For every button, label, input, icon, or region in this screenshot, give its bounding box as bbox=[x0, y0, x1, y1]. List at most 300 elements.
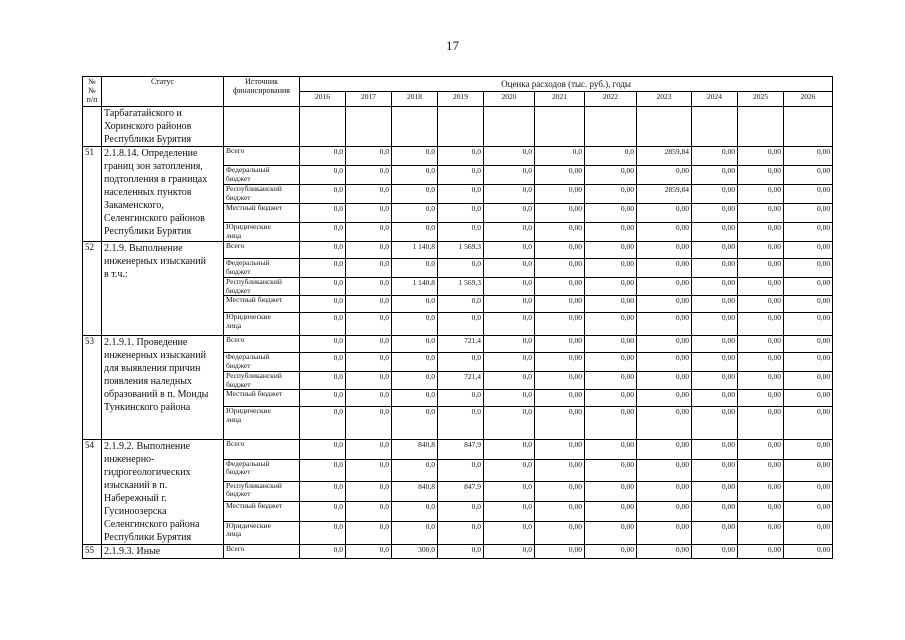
value-cell: 0,0 bbox=[300, 502, 346, 522]
value-cell: 0,0 bbox=[484, 372, 535, 390]
row-number: 52 bbox=[83, 242, 102, 336]
value-cell: 0,00 bbox=[585, 353, 637, 372]
value-cell: 0,00 bbox=[535, 407, 585, 440]
empty-cell bbox=[484, 107, 535, 147]
value-cell: 0,0 bbox=[484, 278, 535, 296]
value-cell: 0,0 bbox=[346, 185, 392, 204]
value-cell: 0,0 bbox=[346, 407, 392, 440]
source-cell: Федеральный бюджет bbox=[224, 353, 300, 372]
source-cell: Местный бюджет bbox=[224, 390, 300, 407]
value-cell: 0,00 bbox=[784, 336, 833, 353]
value-cell: 0,00 bbox=[585, 296, 637, 313]
value-cell: 0,0 bbox=[438, 296, 484, 313]
value-cell: 0,0 bbox=[438, 147, 484, 166]
header-row-top bbox=[83, 77, 833, 92]
row-number: 53 bbox=[83, 336, 102, 440]
row-number: 51 bbox=[83, 147, 102, 242]
value-cell: 0,00 bbox=[637, 521, 692, 544]
value-cell: 0,00 bbox=[535, 204, 585, 223]
value-cell: 0,0 bbox=[346, 223, 392, 242]
empty-cell bbox=[692, 107, 738, 147]
value-cell: 300,0 bbox=[392, 545, 438, 559]
source-cell: Всего bbox=[224, 242, 300, 259]
header-year-2023: 2023 bbox=[637, 92, 692, 107]
header-year-2020: 2020 bbox=[484, 92, 535, 107]
source-cell: Местный бюджет bbox=[224, 296, 300, 313]
value-cell: 0,0 bbox=[438, 166, 484, 185]
value-cell: 0,00 bbox=[738, 278, 784, 296]
value-cell: 0,00 bbox=[637, 545, 692, 559]
value-cell: 0,00 bbox=[535, 481, 585, 502]
value-cell: 0,00 bbox=[637, 278, 692, 296]
value-cell: 0,00 bbox=[784, 185, 833, 204]
value-cell: 0,0 bbox=[346, 166, 392, 185]
empty-cell bbox=[585, 107, 637, 147]
value-cell: 0,0 bbox=[484, 521, 535, 544]
value-cell: 0,00 bbox=[585, 521, 637, 544]
value-cell: 1 140,8 bbox=[392, 242, 438, 259]
value-cell: 0,00 bbox=[692, 353, 738, 372]
value-cell: 721,4 bbox=[438, 372, 484, 390]
value-cell: 0,0 bbox=[300, 353, 346, 372]
value-cell: 0,00 bbox=[692, 390, 738, 407]
value-cell: 0,00 bbox=[585, 336, 637, 353]
value-cell: 0,00 bbox=[692, 545, 738, 559]
value-cell: 0,00 bbox=[692, 521, 738, 544]
value-cell: 0,00 bbox=[637, 166, 692, 185]
value-cell: 0,0 bbox=[484, 481, 535, 502]
value-cell: 0,0 bbox=[438, 390, 484, 407]
status-cell: 2.1.9. Выполнение инженерных изысканий в т.ч.: bbox=[102, 242, 224, 336]
value-cell: 0,00 bbox=[784, 353, 833, 372]
value-cell: 0,0 bbox=[438, 502, 484, 522]
value-cell: 0,0 bbox=[300, 521, 346, 544]
header-year-2016: 2016 bbox=[300, 92, 346, 107]
value-cell: 0,0 bbox=[438, 459, 484, 481]
value-cell: 0,00 bbox=[637, 502, 692, 522]
source-cell: Республиканский бюджет bbox=[224, 185, 300, 204]
value-cell: 0,0 bbox=[438, 204, 484, 223]
value-cell: 0,0 bbox=[300, 185, 346, 204]
value-cell: 0,0 bbox=[438, 185, 484, 204]
value-cell: 0,00 bbox=[784, 481, 833, 502]
value-cell: 0,0 bbox=[392, 147, 438, 166]
value-cell: 0,00 bbox=[585, 166, 637, 185]
value-cell: 0,0 bbox=[438, 545, 484, 559]
value-cell: 0,0 bbox=[484, 185, 535, 204]
value-cell: 0,0 bbox=[484, 440, 535, 460]
value-cell: 0,0 bbox=[346, 259, 392, 278]
value-cell: 0,00 bbox=[738, 166, 784, 185]
value-cell: 0,00 bbox=[738, 545, 784, 559]
value-cell: 0,0 bbox=[392, 521, 438, 544]
value-cell: 0,0 bbox=[300, 407, 346, 440]
value-cell: 0,00 bbox=[535, 336, 585, 353]
value-cell: 0,0 bbox=[392, 313, 438, 336]
value-cell: 0,00 bbox=[585, 204, 637, 223]
source-cell: Юридические лица bbox=[224, 223, 300, 242]
value-cell: 0,0 bbox=[346, 390, 392, 407]
value-cell: 0,0 bbox=[300, 259, 346, 278]
value-cell: 0,00 bbox=[784, 278, 833, 296]
value-cell: 0,00 bbox=[535, 521, 585, 544]
header-estimate: Оценка расходов (тыс. руб.), годы bbox=[300, 77, 833, 92]
source-cell: Юридические лица bbox=[224, 521, 300, 544]
value-cell: 0,0 bbox=[392, 407, 438, 440]
empty-cell bbox=[637, 107, 692, 147]
source-cell: Местный бюджет bbox=[224, 502, 300, 522]
value-cell: 0,00 bbox=[637, 481, 692, 502]
source-cell: Всего bbox=[224, 336, 300, 353]
value-cell: 0,0 bbox=[484, 296, 535, 313]
source-cell: Юридические лица bbox=[224, 313, 300, 336]
value-cell: 0,00 bbox=[784, 223, 833, 242]
value-cell: 0,00 bbox=[585, 545, 637, 559]
value-cell: 0,00 bbox=[585, 440, 637, 460]
table-row bbox=[83, 545, 833, 559]
value-cell: 0,00 bbox=[585, 223, 637, 242]
value-cell: 0,0 bbox=[438, 313, 484, 336]
value-cell: 0,0 bbox=[346, 372, 392, 390]
value-cell: 0,00 bbox=[692, 185, 738, 204]
value-cell: 0,00 bbox=[637, 390, 692, 407]
value-cell: 0,00 bbox=[738, 372, 784, 390]
value-cell: 0,00 bbox=[738, 223, 784, 242]
value-cell: 0,00 bbox=[535, 390, 585, 407]
continuation-status: Тарбагатайского и Хоринского районов Республики Бурятия bbox=[102, 107, 224, 147]
value-cell: 0,00 bbox=[637, 204, 692, 223]
value-cell: 0,00 bbox=[738, 390, 784, 407]
value-cell: 0,00 bbox=[535, 259, 585, 278]
value-cell: 0,0 bbox=[484, 223, 535, 242]
value-cell: 0,00 bbox=[692, 147, 738, 166]
value-cell: 0,0 bbox=[300, 545, 346, 559]
value-cell: 0,00 bbox=[738, 521, 784, 544]
value-cell: 721,4 bbox=[438, 336, 484, 353]
value-cell: 0,00 bbox=[585, 390, 637, 407]
value-cell: 0,00 bbox=[535, 223, 585, 242]
value-cell: 0,00 bbox=[738, 185, 784, 204]
value-cell: 0,00 bbox=[784, 313, 833, 336]
value-cell: 0,0 bbox=[438, 353, 484, 372]
value-cell: 0,00 bbox=[738, 440, 784, 460]
value-cell: 0,00 bbox=[738, 481, 784, 502]
header-year-2026: 2026 bbox=[784, 92, 833, 107]
value-cell: 0,0 bbox=[484, 242, 535, 259]
value-cell: 0,0 bbox=[392, 204, 438, 223]
value-cell: 0,00 bbox=[784, 204, 833, 223]
value-cell: 0,0 bbox=[346, 278, 392, 296]
value-cell: 0,00 bbox=[535, 296, 585, 313]
empty-cell bbox=[535, 107, 585, 147]
empty-cell bbox=[300, 107, 346, 147]
source-cell: Местный бюджет bbox=[224, 204, 300, 223]
table-body bbox=[83, 77, 833, 559]
value-cell: 0,0 bbox=[585, 147, 637, 166]
value-cell: 0,00 bbox=[637, 259, 692, 278]
value-cell: 0,0 bbox=[392, 390, 438, 407]
value-cell: 1 569,3 bbox=[438, 278, 484, 296]
empty-cell bbox=[738, 107, 784, 147]
header-year-2021: 2021 bbox=[535, 92, 585, 107]
value-cell: 0,00 bbox=[637, 242, 692, 259]
continuation-row bbox=[83, 107, 833, 147]
table-row bbox=[83, 147, 833, 166]
header-year-2024: 2024 bbox=[692, 92, 738, 107]
value-cell: 0,00 bbox=[535, 242, 585, 259]
value-cell: 0,0 bbox=[484, 407, 535, 440]
row-number: 55 bbox=[83, 545, 102, 559]
value-cell: 0,0 bbox=[438, 259, 484, 278]
source-cell: Республиканский бюджет bbox=[224, 481, 300, 502]
value-cell: 0,0 bbox=[346, 313, 392, 336]
value-cell: 0,00 bbox=[784, 296, 833, 313]
value-cell: 0,0 bbox=[438, 223, 484, 242]
value-cell: 0,00 bbox=[784, 440, 833, 460]
empty-cell bbox=[784, 107, 833, 147]
value-cell: 0,00 bbox=[637, 313, 692, 336]
value-cell: 0,0 bbox=[300, 296, 346, 313]
value-cell: 0,00 bbox=[535, 166, 585, 185]
source-cell: Республиканский бюджет bbox=[224, 372, 300, 390]
value-cell: 0,0 bbox=[484, 204, 535, 223]
continuation-source bbox=[224, 107, 300, 147]
value-cell: 0,00 bbox=[738, 313, 784, 336]
value-cell: 0,00 bbox=[585, 502, 637, 522]
value-cell: 0,00 bbox=[637, 353, 692, 372]
value-cell: 0,0 bbox=[484, 259, 535, 278]
value-cell: 2859,84 bbox=[637, 147, 692, 166]
value-cell: 0,0 bbox=[300, 166, 346, 185]
value-cell: 0,0 bbox=[346, 440, 392, 460]
value-cell: 847,9 bbox=[438, 481, 484, 502]
value-cell: 0,00 bbox=[692, 278, 738, 296]
value-cell: 0,0 bbox=[300, 390, 346, 407]
value-cell: 847,9 bbox=[438, 440, 484, 460]
value-cell: 0,00 bbox=[784, 166, 833, 185]
value-cell: 0,0 bbox=[346, 242, 392, 259]
value-cell: 0,00 bbox=[585, 242, 637, 259]
value-cell: 0,0 bbox=[300, 313, 346, 336]
source-cell: Федеральный бюджет bbox=[224, 459, 300, 481]
value-cell: 0,00 bbox=[535, 353, 585, 372]
value-cell: 0,0 bbox=[392, 185, 438, 204]
value-cell: 0,0 bbox=[346, 545, 392, 559]
value-cell: 0,00 bbox=[784, 459, 833, 481]
header-year-2017: 2017 bbox=[346, 92, 392, 107]
source-cell: Юридические лица bbox=[224, 407, 300, 440]
value-cell: 0,00 bbox=[535, 502, 585, 522]
value-cell: 0,0 bbox=[392, 353, 438, 372]
page-number: 17 bbox=[446, 38, 459, 53]
value-cell: 0,00 bbox=[692, 336, 738, 353]
table-row bbox=[83, 336, 833, 353]
value-cell: 0,0 bbox=[392, 459, 438, 481]
value-cell: 0,0 bbox=[392, 259, 438, 278]
value-cell: 0,00 bbox=[585, 459, 637, 481]
value-cell: 0,00 bbox=[585, 407, 637, 440]
value-cell: 0,0 bbox=[392, 166, 438, 185]
value-cell: 0,00 bbox=[535, 440, 585, 460]
header-year-2022: 2022 bbox=[585, 92, 637, 107]
value-cell: 0,00 bbox=[784, 521, 833, 544]
value-cell: 0,00 bbox=[692, 372, 738, 390]
value-cell: 0,00 bbox=[692, 459, 738, 481]
value-cell: 840,8 bbox=[392, 481, 438, 502]
value-cell: 0,00 bbox=[738, 459, 784, 481]
value-cell: 0,0 bbox=[346, 353, 392, 372]
empty-cell bbox=[392, 107, 438, 147]
value-cell: 0,0 bbox=[346, 147, 392, 166]
table-row bbox=[83, 242, 833, 259]
table-row bbox=[83, 440, 833, 460]
value-cell: 0,0 bbox=[300, 223, 346, 242]
value-cell: 0,00 bbox=[692, 502, 738, 522]
value-cell: 0,0 bbox=[300, 372, 346, 390]
value-cell: 0,00 bbox=[692, 166, 738, 185]
value-cell: 0,0 bbox=[392, 502, 438, 522]
value-cell: 0,00 bbox=[692, 407, 738, 440]
value-cell: 0,0 bbox=[392, 296, 438, 313]
value-cell: 0,00 bbox=[535, 278, 585, 296]
value-cell: 0,00 bbox=[692, 296, 738, 313]
header-year-2018: 2018 bbox=[392, 92, 438, 107]
value-cell: 0,0 bbox=[535, 147, 585, 166]
value-cell: 0,00 bbox=[637, 223, 692, 242]
empty-cell bbox=[438, 107, 484, 147]
value-cell: 0,00 bbox=[784, 407, 833, 440]
value-cell: 0,0 bbox=[346, 521, 392, 544]
value-cell: 0,00 bbox=[784, 502, 833, 522]
value-cell: 0,00 bbox=[585, 372, 637, 390]
value-cell: 0,00 bbox=[585, 313, 637, 336]
value-cell: 0,0 bbox=[346, 336, 392, 353]
value-cell: 0,00 bbox=[784, 259, 833, 278]
value-cell: 0,00 bbox=[738, 259, 784, 278]
value-cell: 0,00 bbox=[738, 204, 784, 223]
value-cell: 0,0 bbox=[484, 459, 535, 481]
value-cell: 0,00 bbox=[692, 223, 738, 242]
value-cell: 0,00 bbox=[738, 242, 784, 259]
status-cell: 2.1.9.3. Иные bbox=[102, 545, 224, 559]
value-cell: 0,0 bbox=[484, 545, 535, 559]
value-cell: 0,0 bbox=[392, 223, 438, 242]
value-cell: 0,0 bbox=[300, 204, 346, 223]
value-cell: 0,0 bbox=[300, 242, 346, 259]
value-cell: 0,00 bbox=[585, 278, 637, 296]
value-cell: 0,0 bbox=[300, 440, 346, 460]
header-status: Статус bbox=[102, 77, 224, 107]
header-source: Источник финансирования bbox=[224, 77, 300, 107]
source-cell: Федеральный бюджет bbox=[224, 259, 300, 278]
value-cell: 0,00 bbox=[692, 313, 738, 336]
header-year-2019: 2019 bbox=[438, 92, 484, 107]
status-cell: 2.1.9.2. Выполнение инженерно- гидрогеологических изысканий в п. Набережный г. Гусиноозерска Селенгинского района Республики Бурятия bbox=[102, 440, 224, 545]
value-cell: 0,00 bbox=[784, 242, 833, 259]
value-cell: 0,00 bbox=[535, 372, 585, 390]
value-cell: 0,0 bbox=[484, 502, 535, 522]
value-cell: 0,00 bbox=[784, 147, 833, 166]
value-cell: 0,00 bbox=[637, 296, 692, 313]
value-cell: 840,8 bbox=[392, 440, 438, 460]
value-cell: 0,0 bbox=[484, 353, 535, 372]
value-cell: 0,00 bbox=[637, 440, 692, 460]
value-cell: 0,0 bbox=[300, 278, 346, 296]
value-cell: 0,0 bbox=[484, 166, 535, 185]
value-cell: 0,00 bbox=[585, 185, 637, 204]
value-cell: 0,00 bbox=[738, 407, 784, 440]
value-cell: 0,0 bbox=[484, 336, 535, 353]
value-cell: 0,0 bbox=[484, 147, 535, 166]
value-cell: 0,0 bbox=[300, 147, 346, 166]
value-cell: 0,0 bbox=[300, 336, 346, 353]
source-cell: Всего bbox=[224, 440, 300, 460]
value-cell: 1 140,8 bbox=[392, 278, 438, 296]
value-cell: 0,00 bbox=[585, 481, 637, 502]
value-cell: 0,00 bbox=[738, 336, 784, 353]
value-cell: 0,00 bbox=[692, 242, 738, 259]
status-cell: 2.1.9.1. Проведение инженерных изысканий для выявления причин появления наледных образований в п. Монды Тункинского района bbox=[102, 336, 224, 440]
value-cell: 0,0 bbox=[392, 336, 438, 353]
value-cell: 0,00 bbox=[784, 372, 833, 390]
value-cell: 0,00 bbox=[738, 353, 784, 372]
row-number: 54 bbox=[83, 440, 102, 545]
value-cell: 0,00 bbox=[738, 502, 784, 522]
source-cell: Всего bbox=[224, 545, 300, 559]
value-cell: 0,00 bbox=[738, 296, 784, 313]
value-cell: 0,00 bbox=[692, 259, 738, 278]
value-cell: 0,00 bbox=[535, 313, 585, 336]
header-year-2025: 2025 bbox=[738, 92, 784, 107]
value-cell: 2859,84 bbox=[637, 185, 692, 204]
expense-table bbox=[82, 76, 833, 559]
value-cell: 0,0 bbox=[484, 390, 535, 407]
value-cell: 0,0 bbox=[392, 372, 438, 390]
value-cell: 0,0 bbox=[346, 296, 392, 313]
value-cell: 0,00 bbox=[535, 185, 585, 204]
status-cell: 2.1.8.14. Определение границ зон затопления, подтопления в границах населенных пунктов Закаменского, Селенгинского районов Республики Бурятия bbox=[102, 147, 224, 242]
value-cell: 0,00 bbox=[692, 481, 738, 502]
source-cell: Федеральный бюджет bbox=[224, 166, 300, 185]
value-cell: 0,00 bbox=[692, 440, 738, 460]
value-cell: 1 569,3 bbox=[438, 242, 484, 259]
value-cell: 0,0 bbox=[300, 481, 346, 502]
value-cell: 0,0 bbox=[438, 521, 484, 544]
value-cell: 0,00 bbox=[535, 459, 585, 481]
value-cell: 0,0 bbox=[484, 313, 535, 336]
value-cell: 0,0 bbox=[438, 407, 484, 440]
continuation-num bbox=[83, 107, 102, 147]
value-cell: 0,00 bbox=[585, 259, 637, 278]
empty-cell bbox=[346, 107, 392, 147]
value-cell: 0,0 bbox=[346, 459, 392, 481]
value-cell: 0,00 bbox=[784, 390, 833, 407]
value-cell: 0,00 bbox=[637, 336, 692, 353]
value-cell: 0,0 bbox=[346, 204, 392, 223]
source-cell: Всего bbox=[224, 147, 300, 166]
source-cell: Республиканский бюджет bbox=[224, 278, 300, 296]
value-cell: 0,0 bbox=[300, 459, 346, 481]
value-cell: 0,00 bbox=[692, 204, 738, 223]
value-cell: 0,0 bbox=[346, 502, 392, 522]
value-cell: 0,00 bbox=[637, 372, 692, 390]
value-cell: 0,00 bbox=[738, 147, 784, 166]
value-cell: 0,00 bbox=[535, 545, 585, 559]
value-cell: 0,00 bbox=[637, 407, 692, 440]
value-cell: 0,0 bbox=[346, 481, 392, 502]
value-cell: 0,00 bbox=[784, 545, 833, 559]
header-num: № № п/п bbox=[83, 77, 102, 107]
